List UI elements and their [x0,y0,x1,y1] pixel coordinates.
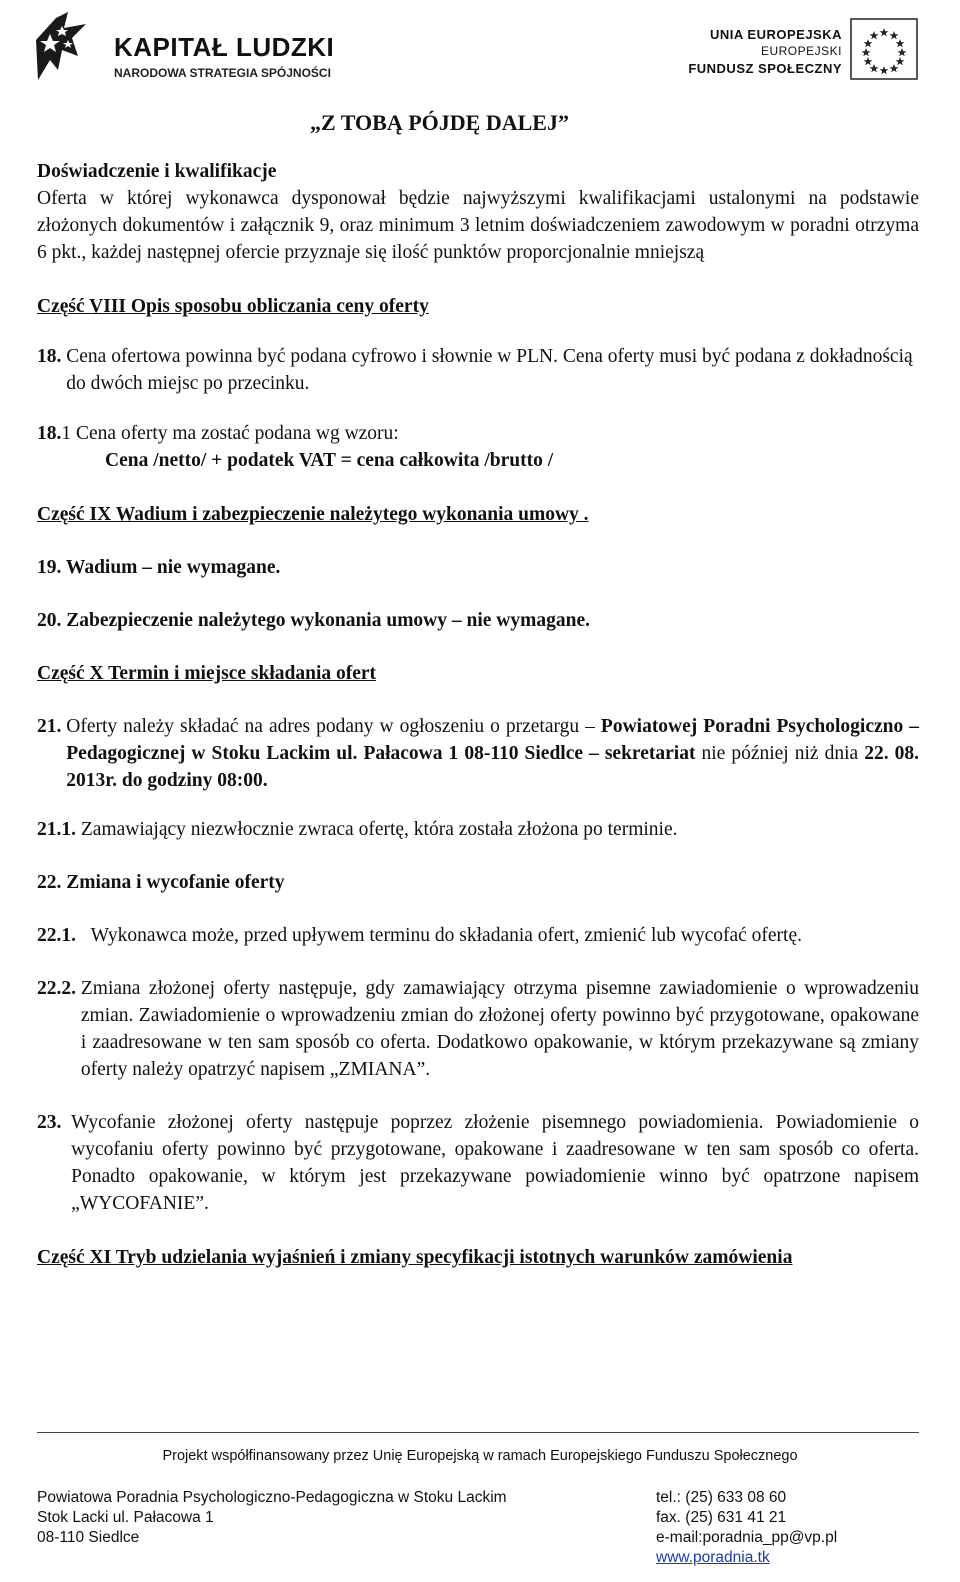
paragraph-23 [37,1109,919,1217]
paragraph-22-1-text: Wykonawca może, przed upływem terminu do składania ofert, zmienić lub wycofać ofertę. [90,925,803,946]
paragraph-22-2-number: 22.2. [37,978,81,999]
paragraph-22-2-text: Zmiana złożonej oferty następuje, gdy zamawiający otrzyma pisemne zawiadomienie o wprowadzeniu zmian. Zawiadomienie o wprowadzeniu zmian do złożonej oferty powinno być przygotowane, opakowane i zaadresowane w ten sam sposób co oferta. Dodatkowo opakowanie, w którym przekazywane są zmiany oferty należy opatrzyć napisem „ZMIANA”. [80,978,919,1080]
paragraph-18-number: 18. [37,346,67,367]
paragraph-23-number: 23. [37,1112,72,1133]
paragraph-18 [37,343,919,397]
paragraph-21-address: Powiatowej Poradni Psychologiczno – Pedagogicznej w Stoku Lackim ul. Pałacowa 1 08-110 Siedlce – sekretariat [66,716,919,764]
paragraph-21-1 [37,816,919,843]
paragraph-22-1 [37,922,919,949]
part10-heading: Część X Termin i miejsce składania ofert [37,663,377,684]
paragraph-21-deadline: 22. 08. 2013r. do godziny 08:00. [66,743,919,791]
footer-divider [37,1432,919,1433]
paragraph-18-1-number: 18. [37,423,62,444]
document-body [37,158,919,1271]
eu-logo-text [688,26,842,77]
paragraph-21 [37,713,919,794]
kapital-ludzki-logo [28,10,348,80]
experience-text: Oferta w której wykonawca dysponował będzie najwyższymi kwalifikacjami ustalonymi na podstawie złożonych dokumentów i załącznik 9, oraz minimum 3 letnim doświadczeniem zawodowym w poradni otrzyma 6 pkt., każdej następnej ofercie przyznaje się ilość punktów proporcjonalnie mniejszą [37,188,919,263]
motto: „Z TOBĄ PÓJDĘ DALEJ” [310,110,569,135]
footer-address [37,1488,507,1548]
part8-heading: Część VIII Opis sposobu obliczania ceny oferty [37,296,429,317]
footer-address-line2: 08-110 Siedlce [37,1529,140,1546]
price-formula: Cena /netto/ + podatek VAT = cena całkowita /brutto / [105,450,554,471]
eu-line1: UNIA EUROPEJSKA [710,27,842,42]
paragraph-19: 19. Wadium – nie wymagane. [37,557,281,578]
paragraph-21-text-c: nie później niż dnia [695,743,865,764]
paragraph-18-1-text: 1 Cena oferty ma zostać podana wg wzoru: [61,423,399,444]
paragraph-21-number: 21. [37,716,67,737]
kapital-ludzki-title: KAPITAŁ LUDZKI [114,32,335,62]
eu-line3: FUNDUSZ SPOŁECZNY [688,61,842,76]
part9-heading: Część IX Wadium i zabezpieczenie należytego wykonania umowy . [37,504,589,525]
paragraph-20: 20. Zabezpieczenie należytego wykonania umowy – nie wymagane. [37,610,591,631]
footer-email: e-mail:poradnia_pp@vp.pl [656,1529,838,1546]
part11-heading: Część XI Tryb udzielania wyjaśnień i zmiany specyfikacji istotnych warunków zamówienia [37,1247,793,1268]
footer-contact [656,1488,837,1568]
paragraph-23-text: Wycofanie złożonej oferty następuje poprzez złożenie pisemnego powiadomienia. Powiadomienie o wycofaniu oferty powinno być przygotowane, opakowane i zaadresowane w ten sam sposób co oferta. Ponadto opakowanie, w którym jest przekazywane powiadomienie winno być opatrzone napisem „WYCOFANIE”. [71,1112,919,1214]
paragraph-21-1-text: Zamawiający niezwłocznie zwraca ofertę, która została złożona po terminie. [76,819,678,840]
paragraph-21-text-a: Oferty należy składać na adres podany w ogłoszeniu o przetargu – [66,716,601,737]
eu-flag-icon [850,18,918,80]
eu-line2: EUROPEJSKI [760,44,842,58]
paragraph-18-1 [37,420,919,447]
paragraph-21-1-number: 21.1. [37,819,76,840]
footer-tel: tel.: (25) 633 08 60 [656,1489,787,1506]
footer-project-note: Projekt współfinansowany przez Unię Europejską w ramach Europejskiego Funduszu Społecznego [162,1448,798,1464]
footer-address-line1: Stok Lacki ul. Pałacowa 1 [37,1509,214,1526]
experience-heading: Doświadczenie i kwalifikacje [37,161,277,182]
kapital-ludzki-emblem-icon [28,10,92,82]
kapital-ludzki-subtitle: NARODOWA STRATEGIA SPÓJNOŚCI [114,66,331,80]
footer-website-link[interactable]: www.poradnia.tk [656,1549,770,1566]
paragraph-22-heading: 22. Zmiana i wycofanie oferty [37,872,285,893]
paragraph-22-1-number: 22.1. [37,925,91,946]
footer-fax: fax. (25) 631 41 21 [656,1509,787,1526]
paragraph-18-text: Cena ofertowa powinna być podana cyfrowo i słownie w PLN. Cena oferty musi być podana z dokładnością do dwóch miejsc po przecinku. [66,346,913,394]
paragraph-22-2 [37,975,919,1083]
footer-org-name: Powiatowa Poradnia Psychologiczno-Pedagogiczna w Stoku Lackim [37,1489,507,1506]
